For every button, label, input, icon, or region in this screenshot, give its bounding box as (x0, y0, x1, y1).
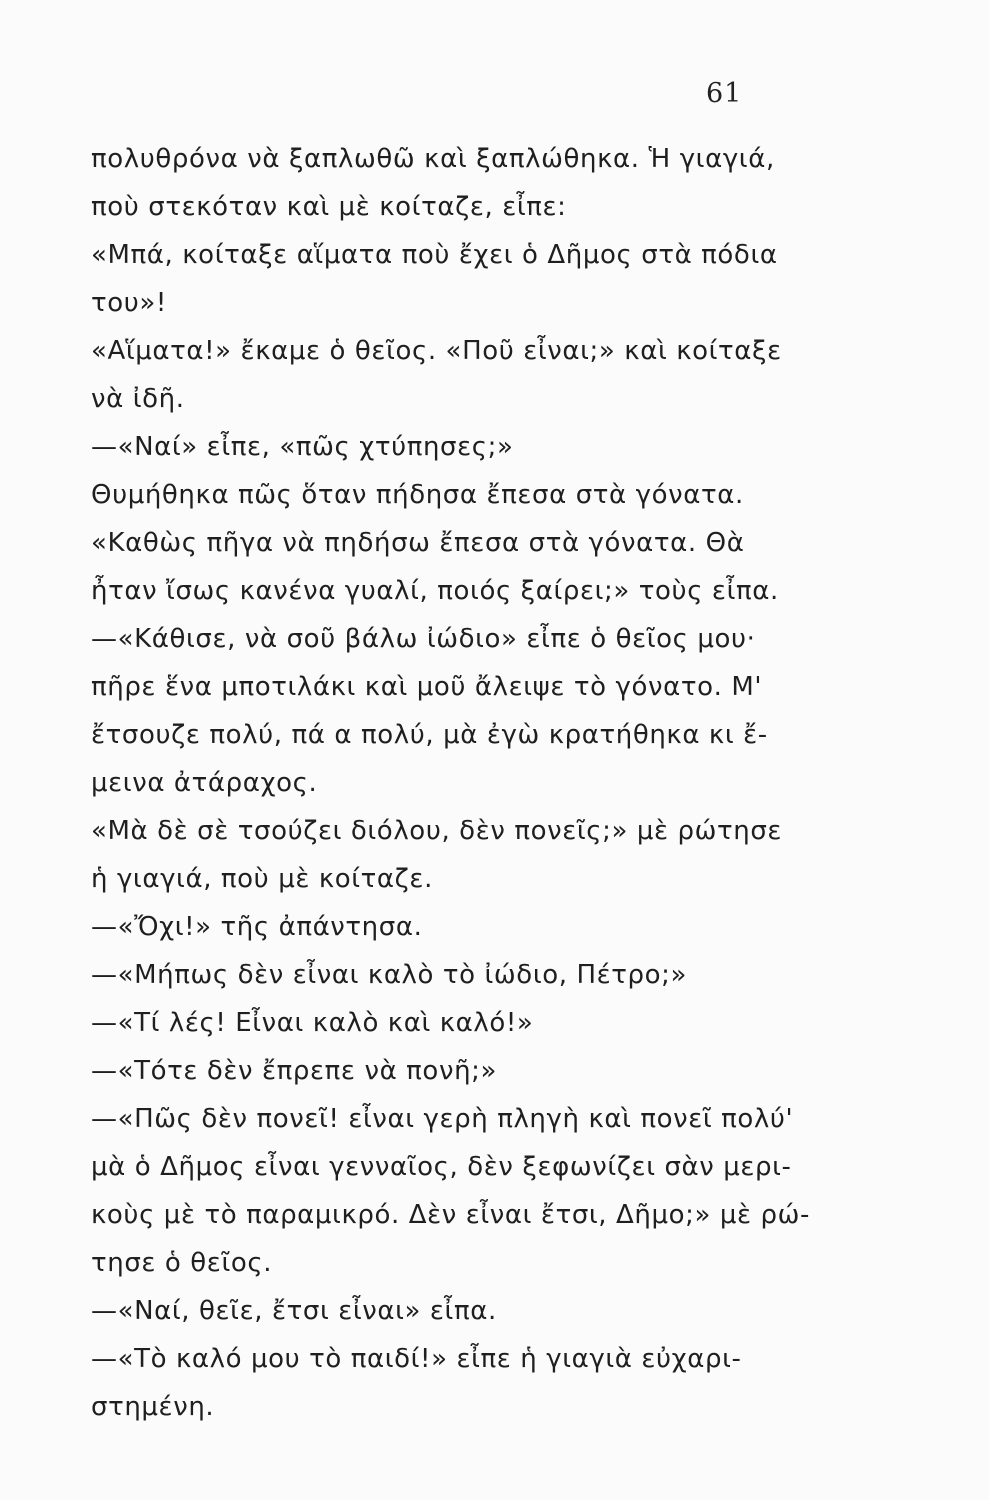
text-line: στημένη. (91, 1392, 215, 1422)
text-line: —«Ναί, θεῖε, ἔτσι εἶναι» εἶπα. (91, 1296, 497, 1326)
text-line: —«Τότε δὲν ἔπρεπε νὰ πονῆ;» (91, 1056, 498, 1086)
text-line: «Μπά, κοίταξε αἵματα ποὺ ἔχει ὁ Δῆμος στὰ πόδια (91, 240, 778, 270)
text-line: ἦταν ἴσως κανένα γυαλί, ποιός ξαίρει;» τοὺς εἶπα. (91, 576, 779, 606)
text-line: —«Τὸ καλό μου τὸ παιδί!» εἶπε ἡ γιαγιὰ εὐχαρι- (91, 1344, 742, 1374)
text-line: Θυμήθηκα πῶς ὅταν πήδησα ἔπεσα στὰ γόνατα. (91, 480, 744, 510)
text-line: «Μὰ δὲ σὲ τσούζει διόλου, δὲν πονεῖς;» μὲ ρώτησε (91, 816, 783, 846)
text-line: —«Ναί» εἶπε, «πῶς χτύπησες;» (91, 432, 514, 462)
text-line: —«Ὄχι!» τῆς ἀπάντησα. (91, 912, 423, 942)
text-line: —«Τί λές! Εἶναι καλὸ καὶ καλό!» (91, 1008, 534, 1038)
text-line: μεινα ἀτάραχος. (91, 768, 318, 798)
text-line: κοὺς μὲ τὸ παραμικρό. Δὲν εἶναι ἔτσι, Δῆμο;» μὲ ρώ- (91, 1200, 811, 1230)
text-line: πῆρε ἕνα μποτιλάκι καὶ μοῦ ἄλειψε τὸ γόνατο. Μ' (91, 672, 763, 702)
page-number: 61 (706, 78, 743, 109)
text-line: μὰ ὁ Δῆμος εἶναι γενναῖος, δὲν ξεφωνίζει σὰν μερι- (91, 1152, 792, 1182)
text-line: νὰ ἰδῆ. (91, 384, 185, 414)
text-line: «Αἵματα!» ἔκαμε ὁ θεῖος. «Ποῦ εἶναι;» καὶ κοίταξε (91, 336, 782, 366)
text-line: —«Κάθισε, νὰ σοῦ βάλω ἰώδιο» εἶπε ὁ θεῖος μου· (91, 624, 756, 654)
text-line: ἔτσουζε πολύ, πά α πολύ, μὰ ἐγὼ κρατήθηκα κι ἔ- (91, 720, 768, 750)
text-line: ποὺ στεκόταν καὶ μὲ κοίταζε, εἶπε: (91, 192, 567, 222)
text-line: πολυθρόνα νὰ ξαπλωθῶ καὶ ξαπλώθηκα. Ἡ γιαγιά, (91, 144, 775, 174)
text-line: του»! (91, 288, 167, 318)
text-line: τησε ὁ θεῖος. (91, 1248, 273, 1278)
text-line: ἡ γιαγιά, ποὺ μὲ κοίταζε. (91, 864, 433, 894)
text-line: «Καθὼς πῆγα νὰ πηδήσω ἔπεσα στὰ γόνατα. Θὰ (91, 528, 745, 558)
text-line: —«Μήπως δὲν εἶναι καλὸ τὸ ἰώδιο, Πέτρο;» (91, 960, 687, 990)
text-line: —«Πῶς δὲν πονεῖ! εἶναι γερὴ πληγὴ καὶ πονεῖ πολύ' (91, 1104, 794, 1134)
